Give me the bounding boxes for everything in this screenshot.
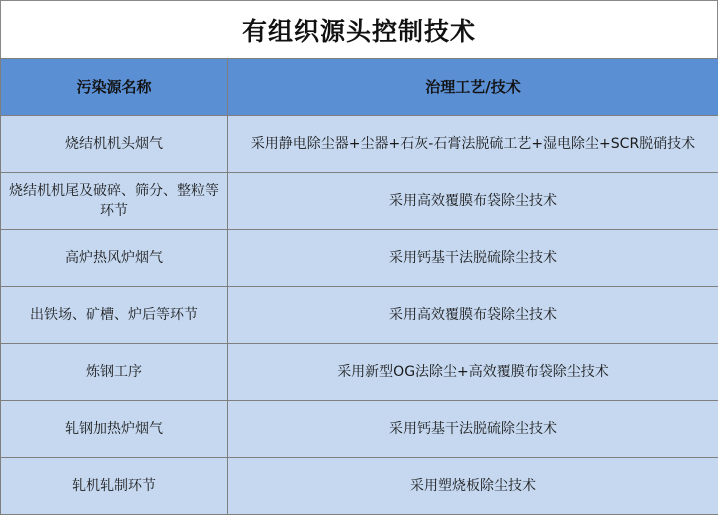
cell-treatment-technology: 采用钙基干法脱硫除尘技术 [228,401,718,458]
cell-pollution-source: 轧钢加热炉烟气 [1,401,228,458]
title-bar [0,0,718,58]
table-row [1,344,718,401]
cell-treatment-technology: 采用新型OG法除尘+高效覆膜布袋除尘技术 [228,344,718,401]
cell-pollution-source: 烧结机机尾及破碎、筛分、整粒等环节 [1,173,228,230]
cell-treatment-technology: 采用高效覆膜布袋除尘技术 [228,287,718,344]
table-row [1,173,718,230]
cell-pollution-source: 烧结机机头烟气 [1,116,228,173]
table-header-row [1,59,718,116]
cell-treatment-technology: 采用高效覆膜布袋除尘技术 [228,173,718,230]
cell-pollution-source: 炼钢工序 [1,344,228,401]
cell-treatment-technology: 采用钙基干法脱硫除尘技术 [228,230,718,287]
page-title: 有组织源头控制技术 [242,12,476,48]
header-treatment-technology: 治理工艺/技术 [228,59,718,116]
table-row [1,287,718,344]
table-row [1,401,718,458]
header-pollution-source: 污染源名称 [1,59,228,116]
cell-pollution-source: 出铁场、矿槽、炉后等环节 [1,287,228,344]
table-row [1,458,718,515]
cell-treatment-technology: 采用塑烧板除尘技术 [228,458,718,515]
cell-pollution-source: 轧机轧制环节 [1,458,228,515]
control-technology-table [0,58,718,515]
cell-pollution-source: 高炉热风炉烟气 [1,230,228,287]
table-row [1,116,718,173]
table-row [1,230,718,287]
cell-treatment-technology: 采用静电除尘器+尘器+石灰-石膏法脱硫工艺+湿电除尘+SCR脱硝技术 [228,116,718,173]
